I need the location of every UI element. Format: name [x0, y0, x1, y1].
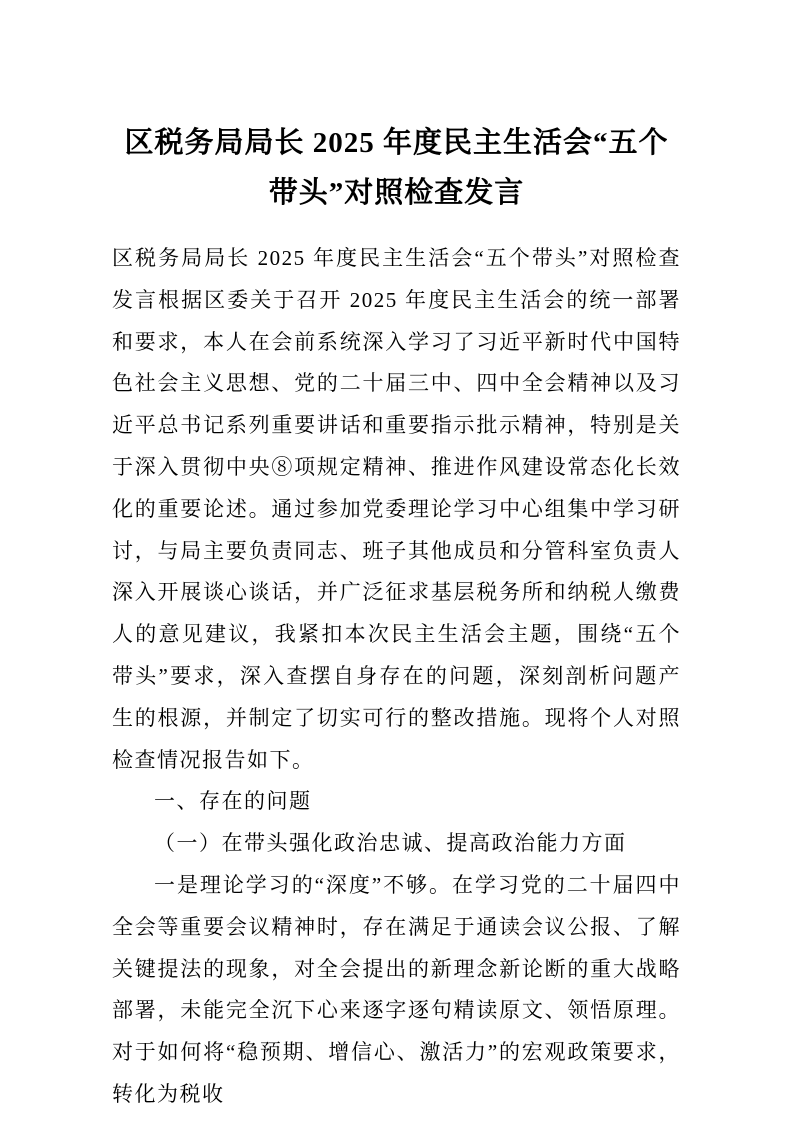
- document-title-line1: 区税务局局长 2025 年度民主生活会“五个: [124, 127, 669, 159]
- body-paragraph-theory-study: 一是理论学习的“深度”不够。在学习党的二十届四中全会等重要会议精神时，存在满足于通读会议公报、了解关键提法的现象，对全会提出的新理念新论断的重大战略部署，未能完全沉下心来逐字逐句精读原文、领悟原理。对于如何将“稳预期、增信心、激活力”的宏观政策要求，转化为税收: [112, 872, 681, 1106]
- document-title-line2: 带头”对照检查发言: [268, 177, 525, 209]
- subsection-heading-political-loyalty: （一）在带头强化政治忠诚、提高政治能力方面: [154, 831, 627, 856]
- section-heading-existing-problems: 一、存在的问题: [154, 789, 312, 814]
- document-title: [112, 118, 681, 218]
- opening-paragraph: 区税务局局长 2025 年度民主生活会“五个带头”对照检查发言根据区委关于召开 2025 年度民主生活会的统一部署和要求，本人在会前系统深入学习了习近平新时代中国特色社会主义思想、党的二十届三中、四中全会精神以及习近平总书记系列重要讲话和重要指示批示精神，特别是关于深入贯彻中央⑧项规定精神、推进作风建设常态化长效化的重要论述。通过参加党委理论学习中心组集中学习研讨，与局主要负责同志、班子其他成员和分管科室负责人深入开展谈心谈话，并广泛征求基层税务所和纳税人缴费人的意见建议，我紧扣本次民主生活会主题，围绕“五个带头”要求，深入查摆自身存在的问题，深刻剖析问题产生的根源，并制定了切实可行的整改措施。现将个人对照检查情况报告如下。: [112, 246, 681, 772]
